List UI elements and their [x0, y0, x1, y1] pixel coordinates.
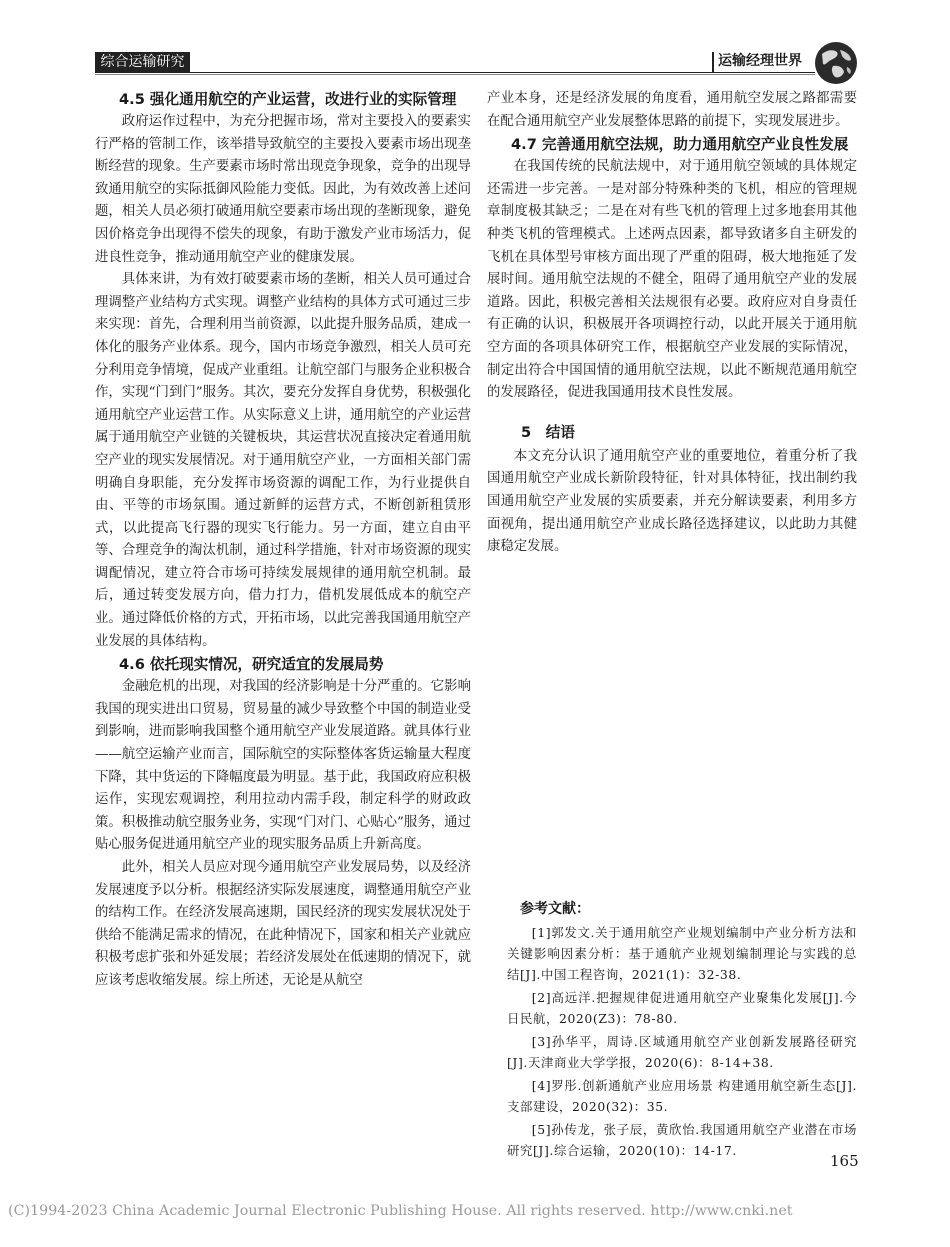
right-column	[487, 88, 857, 559]
paragraph: 在我国传统的民航法规中，对于通用航空领域的具体规定还需进一步完善。一是对部分特殊种类的飞机，相应的管理规章制度极其缺乏；二是在对有些飞机的管理上过多地套用其他种类飞机的管理模式。上述两点因素，都导致诸多自主研发的飞机在具体型号审核方面出现了严重的阻碍，极大地拖延了发展时间。通用航空法规的不健全，阻碍了通用航空产业的发展道路。因此，积极完善相关法规很有必要。政府应对自身责任有正确的认识，积极展开各项调控行动，以此开展关于通用航空方面的各项具体研究工作，根据航空产业发展的实际情况，制定出符合中国国情的通用航空法规，以此不断规范通用航空的发展路径，促进我国通用技术良性发展。	[487, 159, 857, 401]
heading-4-7: 4.7 完善通用航空法规，助力通用航空产业良性发展	[511, 136, 849, 154]
journal-name: 运输经理世界	[718, 53, 802, 69]
reference-item: [4]罗彤.创新通航产业应用场景 构建通用航空新生态[J].支部建设，2020(32)：35.	[507, 1078, 857, 1114]
paragraph: 此外，相关人员应对现今通用航空产业发展局势，以及经济发展速度予以分析。根据经济实际发展速度，调整通用航空产业的结构工作。在经济发展高速期，国民经济的现实发展状况处于供给不能满足需求的情况，在此种情况下，国家和相关产业就应积极考虑扩张和外延发展；若经济发展处在低速期的情况下，就应该考虑收缩发展。综上所述，无论是从航空	[95, 860, 471, 988]
paragraph: 政府运作过程中，为充分把握市场，常对主要投入的要素实行严格的管制工作，该举措导致航空的主要投入要素市场出现垄断经营的现象。生产要素市场时常出现竞争现象，竞争的出现导致通用航空的实际抵御风险能力变低。因此，为有效改善上述问题，相关人员必须打破通用航空要素市场出现的垄断现象，避免因价格竞争出现得不偿失的现象，有助于激发产业市场活力，促进良性竞争，推动通用航空产业的健康发展。	[95, 114, 471, 265]
references-list	[507, 922, 857, 1163]
reference-item: [1]郭发文.关于通用航空产业规划编制中产业分析方法和关键影响因素分析：基于通航产业规划编制理论与实践的总结[J].中国工程咨询，2021(1)：32-38.	[507, 925, 857, 982]
reference-item: [5]孙传龙，张子辰，黄欣怡.我国通用航空产业潜在市场研究[J].综合运输，2020(10)：14-17.	[507, 1122, 857, 1158]
paragraph: 金融危机的出现，对我国的经济影响是十分严重的。它影响我国的现实进出口贸易，贸易量的减少导致整个中国的制造业受到影响，进而影响我国整个通用航空产业发展道路。就具体行业——航空运输产业而言，国际航空的实际整体客货运输量大程度下降，其中货运的下降幅度最为明显。基于此，我国政府应积极运作，实现宏观调控，利用拉动内需手段，制定科学的财政政策。积极推动航空服务业务，实现“门对门、心贴心”服务，通过贴心服务促进通用航空产业的现实服务品质上升新高度。	[95, 679, 471, 853]
globe-logo-icon	[813, 40, 859, 86]
copyright-footer: (C)1994-2023 China Academic Journal Electronic Publishing House. All rights reserved. http://www.cnki.net	[8, 1203, 793, 1219]
reference-item: [2]高远洋.把握规律促进通用航空产业聚集化发展[J].今日民航，2020(Z3)：78-80.	[507, 990, 857, 1026]
heading-5-conclusion: 5 结语	[521, 423, 575, 441]
paragraph: 本文充分认识了通用航空产业的重要地位，着重分析了我国通用航空产业成长新阶段特征，针对具体特征，找出制约我国通用航空产业发展的实质要素，并充分解读要素，利用多方面视角，提出通用航空产业成长路径选择建议，以此助力其健康稳定发展。	[487, 448, 857, 555]
header-divider	[712, 52, 714, 72]
header-rule-secondary	[95, 74, 815, 75]
references-title: 参考文献：	[520, 901, 590, 917]
paragraph-continued: 产业本身，还是经济发展的角度看，通用航空发展之路都需要在配合通用航空产业发展整体思路的前提下，实现发展进步。	[487, 91, 857, 129]
reference-item: [3]孙华平，周诗.区域通用航空产业创新发展路径研究[J].天津商业大学学报，2020(6)：8-14+38.	[507, 1034, 857, 1070]
left-column	[95, 88, 471, 993]
paragraph: 具体来讲，为有效打破要素市场的垄断，相关人员可通过合理调整产业结构方式实现。调整产业结构的具体方式可通过三步来实现：首先，合理利用当前资源，以此提升服务品质，建成一体化的服务产业体系。现今，国内市场竞争激烈，相关人员可充分利用竞争情境，促成产业重组。让航空部门与服务企业积极合作，实现“门到门”服务。其次，要充分发挥自身优势，积极强化通用航空产业运营工作。从实际意义上讲，通用航空的产业运营属于通用航空产业链的关键板块，其运营状况直接决定着通用航空产业的现实发展情况。对于通用航空产业，一方面相关部门需明确自身职能，充分发挥市场资源的调配工作，为行业提供自由、平等的市场氛围。通过新鲜的运营方式，不断创新租赁形式，以此提高飞行器的现实飞行能力。另一方面，建立自由平等、合理竞争的淘汰机制，通过科学措施，针对市场资源的现实调配情况，建立符合市场可持续发展规律的通用航空机制。最后，通过转变发展方向，借力打力，借机发展低成本的航空产业。通过降低价格的方式，开拓市场，以此完善我国通用航空产业发展的具体结构。	[95, 272, 471, 649]
heading-4-5: 4.5 强化通用航空的产业运营，改进行业的实际管理	[119, 91, 457, 108]
header-rule	[95, 72, 815, 73]
page-number: 165	[830, 1152, 859, 1170]
section-label: 综合运输研究	[95, 52, 190, 73]
heading-4-6: 4.6 依托现实情况，研究适宜的发展局势	[119, 656, 384, 674]
